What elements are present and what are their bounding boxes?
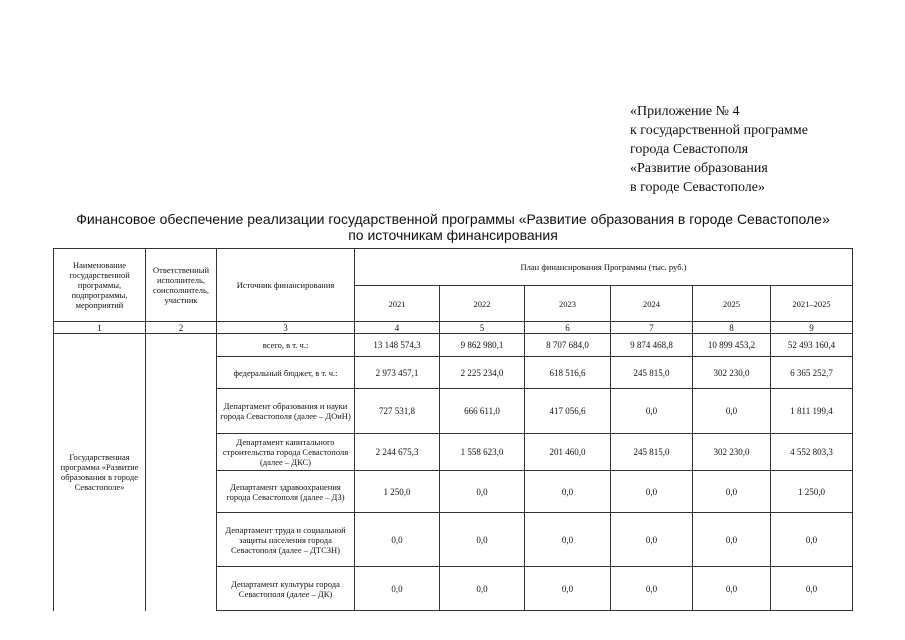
value-cell: 2 225 234,0 <box>440 357 525 389</box>
value-cell: 417 056,6 <box>525 389 611 434</box>
appendix-line: города Севастополя <box>630 142 749 157</box>
appendix-line: «Приложение № 4 <box>630 104 740 119</box>
source-cell: Департамент капитального строительства города Севастополя (далее – ДКС) <box>217 434 355 471</box>
value-cell: 666 611,0 <box>440 389 525 434</box>
column-number: 8 <box>693 322 771 334</box>
header-year: 2022 <box>440 286 525 322</box>
source-cell: Департамент культуры города Севастополя (далее – ДК) <box>217 567 355 611</box>
source-cell: Департамент здравоохранения города Севастополя (далее – ДЗ) <box>217 471 355 513</box>
value-cell: 0,0 <box>525 513 611 567</box>
financing-table <box>53 248 853 611</box>
executor-cell <box>146 334 217 611</box>
value-cell: 13 148 574,3 <box>355 334 440 357</box>
value-cell: 1 250,0 <box>771 471 853 513</box>
source-cell: Департамент труда и социальной защиты населения города Севастополя (далее – ДТСЗН) <box>217 513 355 567</box>
appendix-line: к государственной программе <box>630 123 808 138</box>
header-source: Источник финансирования <box>217 249 355 322</box>
column-number: 7 <box>611 322 693 334</box>
header-row-1 <box>54 249 853 286</box>
value-cell: 10 899 453,2 <box>693 334 771 357</box>
column-numbers-row <box>54 322 853 334</box>
value-cell: 0,0 <box>693 567 771 611</box>
value-cell: 0,0 <box>611 567 693 611</box>
value-cell: 0,0 <box>771 513 853 567</box>
value-cell: 302 230,0 <box>693 434 771 471</box>
value-cell: 0,0 <box>355 567 440 611</box>
table-row <box>54 334 853 357</box>
header-year: 2025 <box>693 286 771 322</box>
header-year: 2024 <box>611 286 693 322</box>
value-cell: 0,0 <box>771 567 853 611</box>
page-title <box>60 211 846 243</box>
value-cell: 8 707 684,0 <box>525 334 611 357</box>
value-cell: 0,0 <box>440 567 525 611</box>
header-name: Наименование государственной программы, подпрограммы, мероприятий <box>54 249 146 322</box>
value-cell: 727 531,8 <box>355 389 440 434</box>
source-cell: Департамент образования и науки города Севастополя (далее – ДОиН) <box>217 389 355 434</box>
value-cell: 2 244 675,3 <box>355 434 440 471</box>
value-cell: 0,0 <box>525 471 611 513</box>
title-line-1: Финансовое обеспечение реализации государственной программы «Развитие образования в городе Севастополе» <box>76 211 830 227</box>
source-cell: федеральный бюджет, в т. ч.: <box>217 357 355 389</box>
column-number: 9 <box>771 322 853 334</box>
value-cell: 0,0 <box>440 471 525 513</box>
column-number: 4 <box>355 322 440 334</box>
value-cell: 0,0 <box>611 513 693 567</box>
column-number: 5 <box>440 322 525 334</box>
value-cell: 9 862 980,1 <box>440 334 525 357</box>
value-cell: 6 365 252,7 <box>771 357 853 389</box>
value-cell: 618 516,6 <box>525 357 611 389</box>
appendix-block <box>630 102 808 197</box>
value-cell: 0,0 <box>693 471 771 513</box>
value-cell: 0,0 <box>611 389 693 434</box>
column-number: 6 <box>525 322 611 334</box>
value-cell: 201 460,0 <box>525 434 611 471</box>
appendix-line: в городе Севастополе» <box>630 180 765 195</box>
column-number: 2 <box>146 322 217 334</box>
title-line-2: по источникам финансирования <box>348 227 558 243</box>
value-cell: 9 874 468,8 <box>611 334 693 357</box>
value-cell: 0,0 <box>355 513 440 567</box>
value-cell: 245 815,0 <box>611 357 693 389</box>
header-plan: План финансирования Программы (тыс. руб.) <box>355 249 853 286</box>
value-cell: 1 811 199,4 <box>771 389 853 434</box>
value-cell: 2 973 457,1 <box>355 357 440 389</box>
value-cell: 245 815,0 <box>611 434 693 471</box>
program-name-cell: Государственная программа «Развитие образования в городе Севастополе» <box>54 334 146 611</box>
value-cell: 0,0 <box>693 389 771 434</box>
header-executor: Ответственный исполнитель, соисполнитель, участник <box>146 249 217 322</box>
value-cell: 0,0 <box>611 471 693 513</box>
header-year: 2023 <box>525 286 611 322</box>
value-cell: 302 230,0 <box>693 357 771 389</box>
value-cell: 0,0 <box>525 567 611 611</box>
appendix-line: «Развитие образования <box>630 161 768 176</box>
value-cell: 4 552 803,3 <box>771 434 853 471</box>
value-cell: 52 493 160,4 <box>771 334 853 357</box>
value-cell: 1 250,0 <box>355 471 440 513</box>
header-year: 2021 <box>355 286 440 322</box>
header-year: 2021–2025 <box>771 286 853 322</box>
column-number: 3 <box>217 322 355 334</box>
value-cell: 0,0 <box>440 513 525 567</box>
column-number: 1 <box>54 322 146 334</box>
source-cell: всего, в т. ч.: <box>217 334 355 357</box>
value-cell: 0,0 <box>693 513 771 567</box>
value-cell: 1 558 623,0 <box>440 434 525 471</box>
